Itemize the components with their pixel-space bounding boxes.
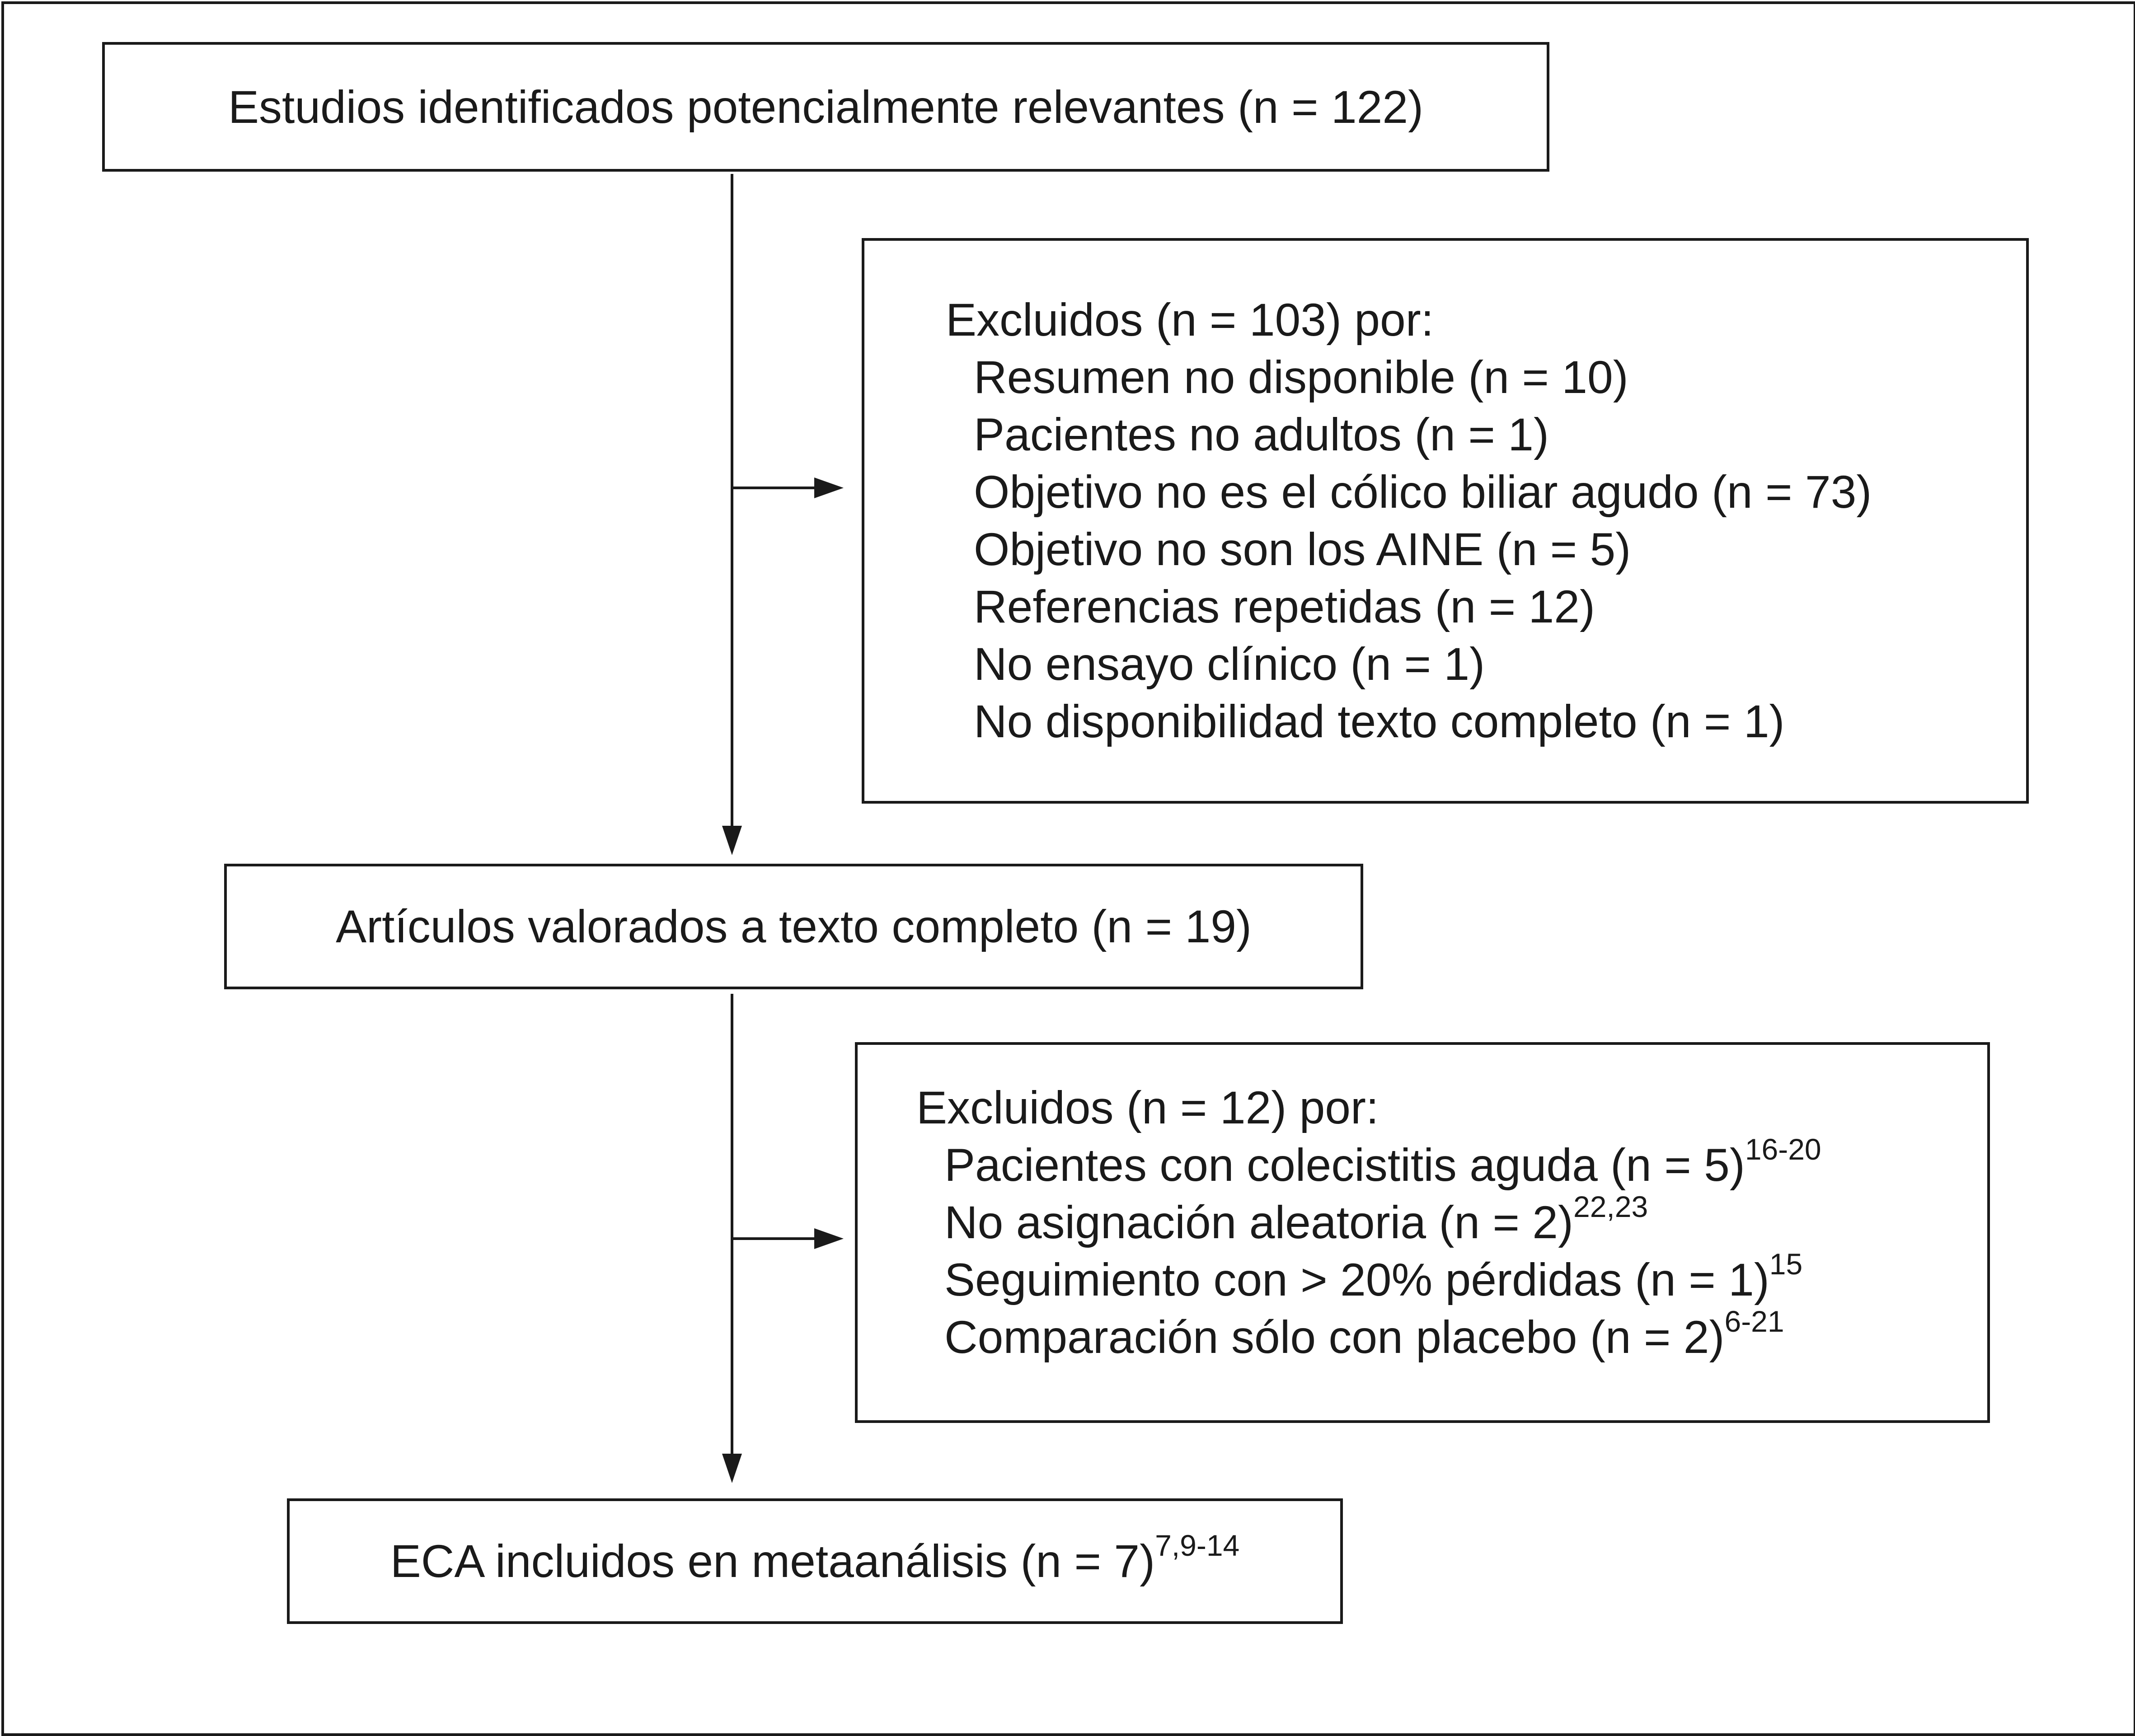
- full-text-text: Artículos valorados a texto completo (n = 19): [336, 901, 1252, 952]
- included-studies-text: ECA incluidos en metaanálisis (n = 7): [390, 1535, 1155, 1587]
- arrowhead-down-1: [722, 826, 742, 855]
- excluded-first-box: [862, 238, 2029, 804]
- reference-superscript: 22,23: [1573, 1190, 1648, 1223]
- reference-superscript: 6-21: [1724, 1305, 1784, 1338]
- reference-superscript: 16-20: [1745, 1132, 1821, 1166]
- arrowhead-right-1: [814, 477, 844, 498]
- arrowhead-down-2: [722, 1454, 742, 1483]
- excluded-reason-item: No asignación aleatoria (n = 2)$^{22,23}$: [944, 1190, 1648, 1248]
- arrowhead-right-2: [814, 1228, 844, 1249]
- excluded-second-title: Excluidos (n = 12) por:: [916, 1082, 1379, 1133]
- included-studies-line: [390, 1529, 1240, 1587]
- excluded-second-box: [855, 1042, 1990, 1423]
- included-studies-box: [287, 1498, 1343, 1624]
- excluded-reason-item: Pacientes no adultos (n = 1): [974, 409, 1549, 460]
- reference-superscript: 15: [1769, 1247, 1803, 1281]
- excluded-reason-item: Comparación sólo con placebo (n = 2)$^{6-21}$: [944, 1305, 1784, 1363]
- excluded-reason-item: Seguimiento con > 20% pérdidas (n = 1)$^{15}$: [944, 1247, 1803, 1306]
- identified-studies-text: Estudios identificados potencialmente relevantes (n = 122): [228, 81, 1424, 133]
- excluded-reason-item: Pacientes con colecistitis aguda (n = 5)$^{16-20}$: [944, 1132, 1821, 1191]
- excluded-reason-item: Referencias repetidas (n = 12): [974, 581, 1595, 632]
- excluded-reason-item: Resumen no disponible (n = 10): [974, 351, 1628, 403]
- full-text-box: [224, 864, 1363, 989]
- excluded-reason-item: Objetivo no son los AINE (n = 5): [974, 524, 1631, 575]
- reference-superscript: 7,9-14: [1155, 1529, 1240, 1562]
- identified-studies-box: [102, 42, 1549, 172]
- excluded-reason-item: No ensayo clínico (n = 1): [974, 638, 1485, 690]
- excluded-reason-item: Objetivo no es el cólico biliar agudo (n = 73): [974, 466, 1872, 518]
- excluded-reason-item: No disponibilidad texto completo (n = 1): [974, 696, 1785, 747]
- excluded-first-title: Excluidos (n = 103) por:: [946, 294, 1434, 346]
